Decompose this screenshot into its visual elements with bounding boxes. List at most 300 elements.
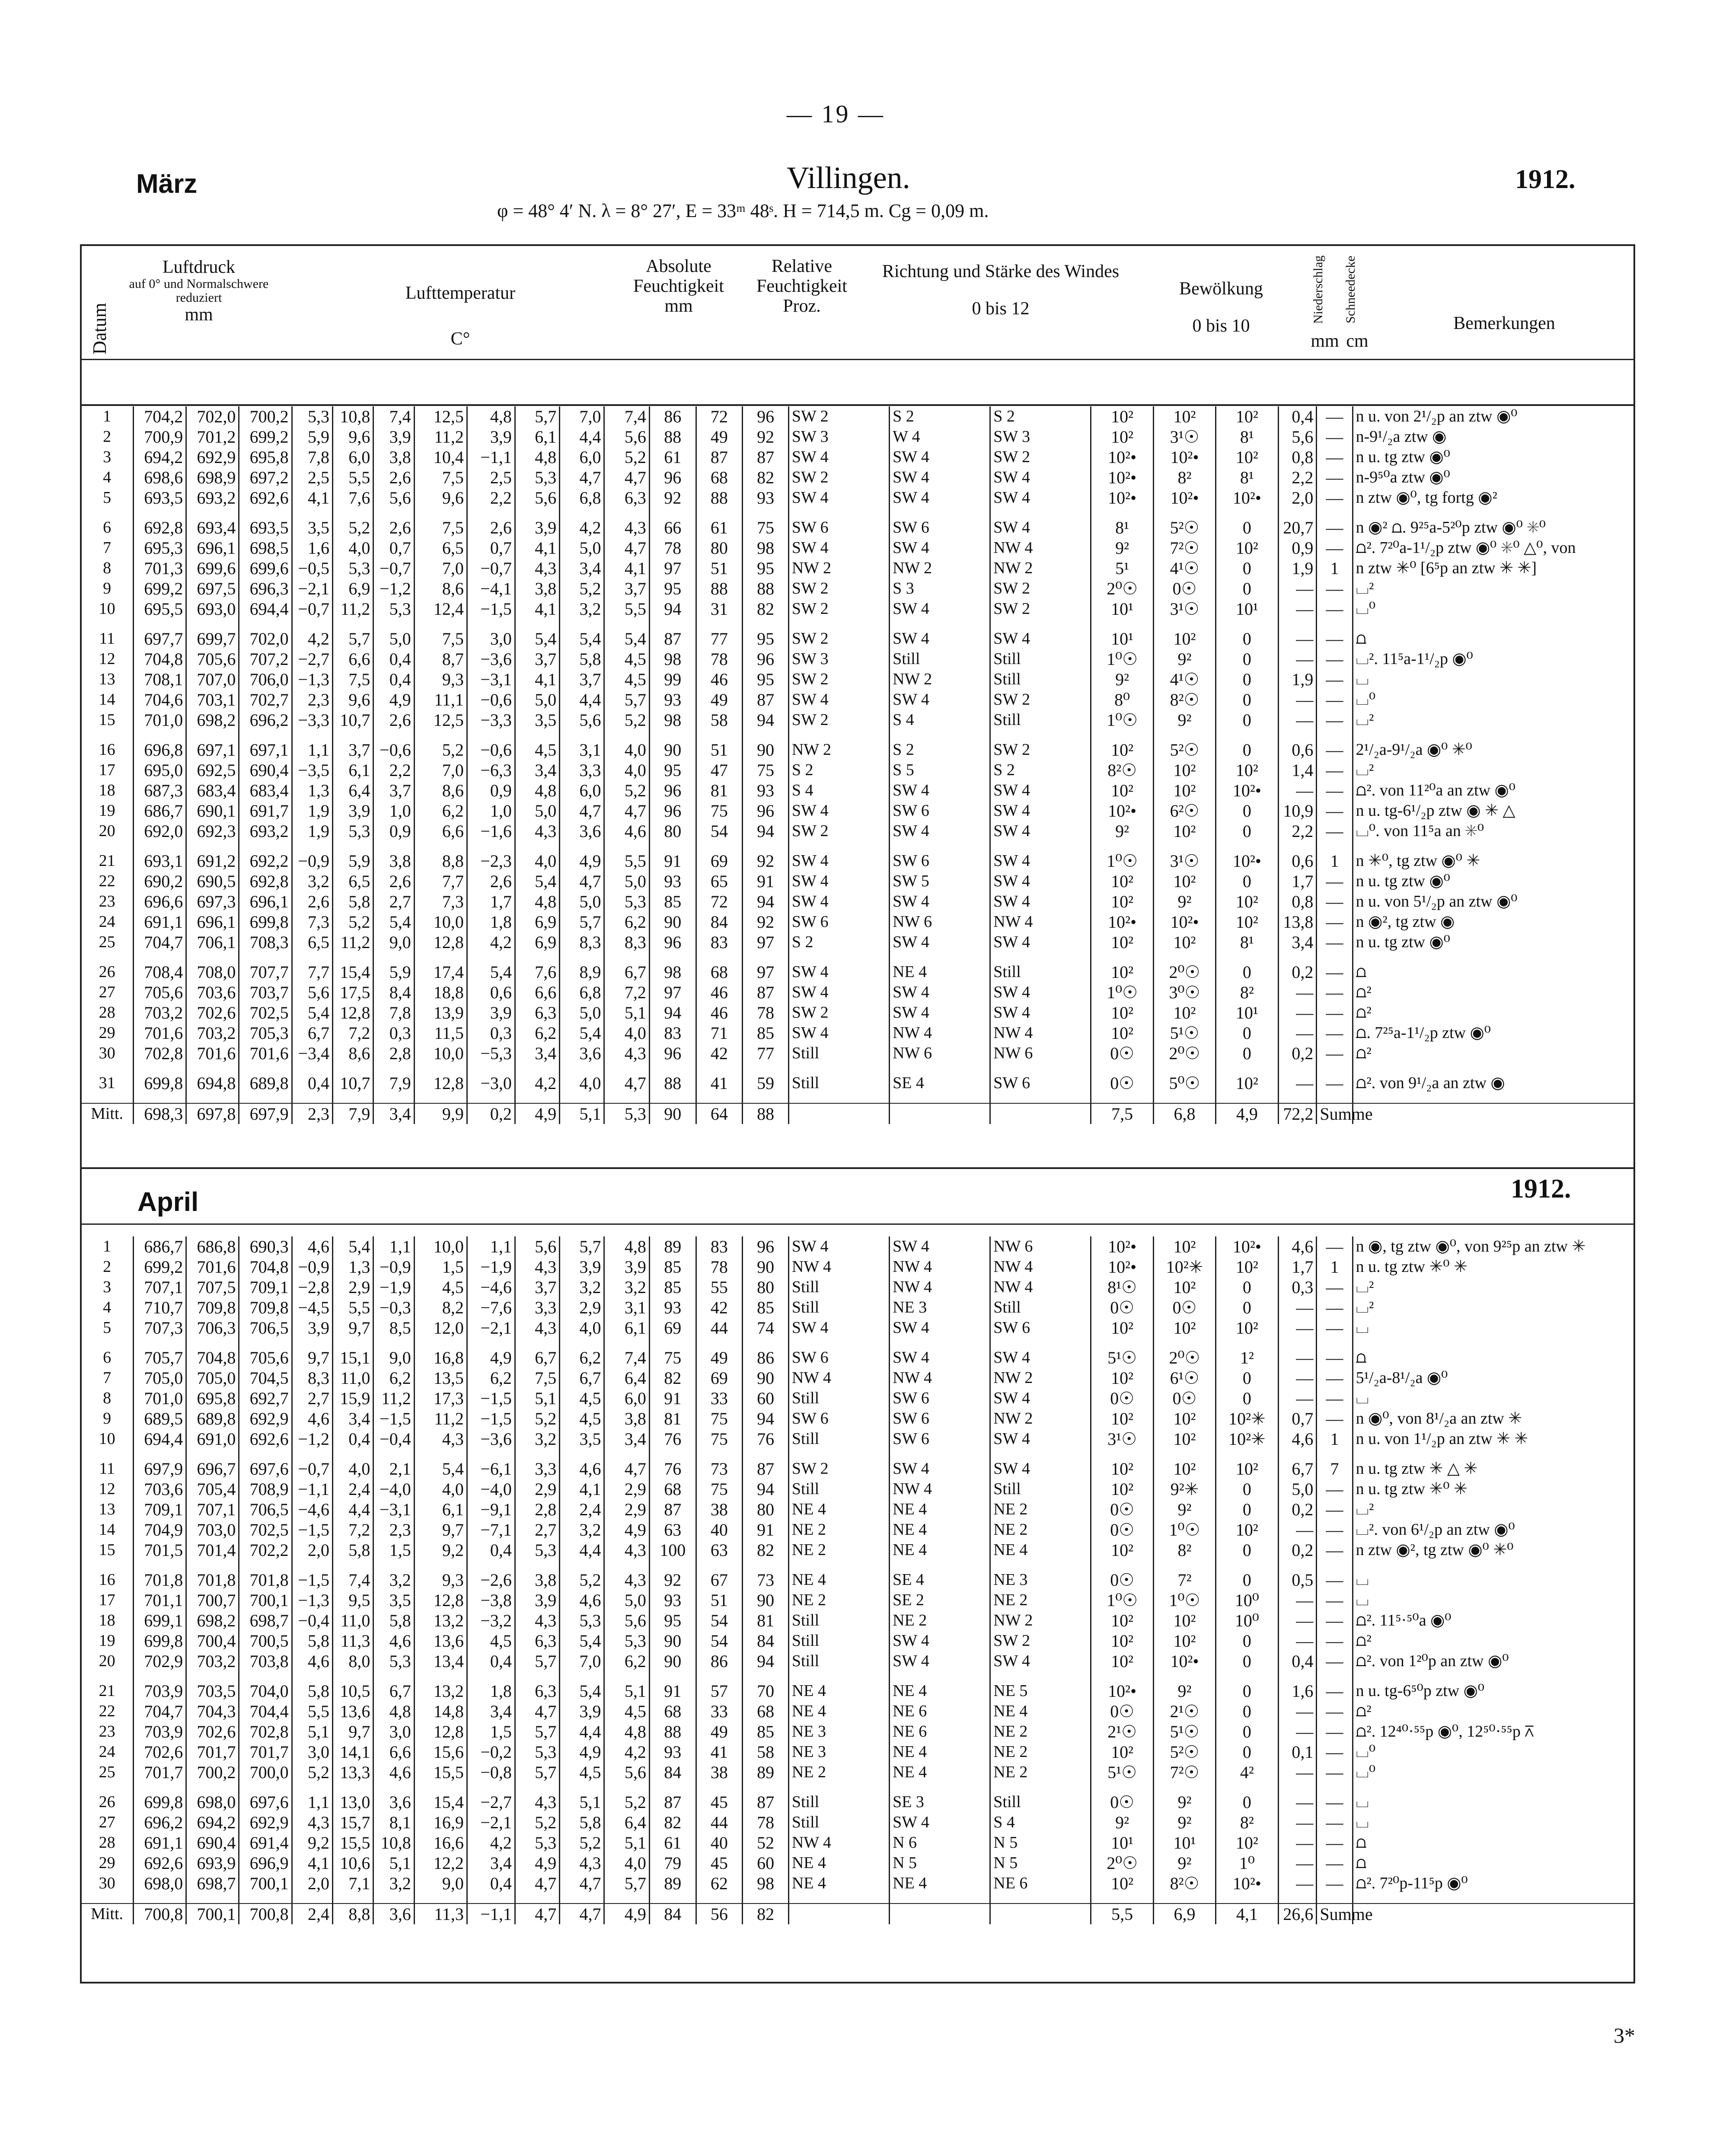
value-cell: 10²• [1216,851,1278,871]
value-cell: 702,2 [239,1540,292,1560]
value-cell: −0,9 [292,851,332,871]
value-cell: 703,2 [186,1023,239,1043]
value-cell: 0☉ [1091,1499,1153,1520]
value-cell: SW 4 [990,801,1091,821]
value-cell: 10²✳ [1153,1257,1215,1277]
value-cell: 4,2 [467,932,515,952]
value-cell: 705,6 [134,982,186,1003]
table-row [81,1540,1634,1560]
value-cell: 4,7 [515,1873,559,1894]
station-coordinates: φ = 48° 4′ N. λ = 8° 27′, E = 33ᵐ 48ˢ. H = 714,5 m. Cg = 0,09 m. [497,200,989,221]
value-cell: −6,3 [467,760,515,780]
table-row [81,1429,1634,1449]
day-cell: 6 [81,1348,134,1368]
value-cell: 692,9 [239,1812,292,1833]
value-cell: 10² [1091,427,1153,447]
value-cell: 10,8 [332,406,373,427]
value-cell: 4,1 [515,669,559,690]
value-cell: 4¹☉ [1153,669,1215,690]
remark-cell: n u. von 2¹/₂p an ztw ◉⁰ [1353,406,1633,427]
value-cell: −0,9 [373,1257,414,1277]
remark-cell: n u. von 1¹/₂p an ztw ✳ ✳ [1353,1429,1633,1449]
table-row [81,1570,1634,1590]
value-cell: 2,3 [292,690,332,710]
value-cell: 97 [649,982,696,1003]
remark-cell: ⩍² [1353,1701,1633,1722]
value-cell: 0 [1216,801,1278,821]
value-cell: 703,9 [134,1681,186,1701]
value-cell: 9² [1091,821,1153,841]
value-cell: 57 [696,1681,743,1701]
value-cell: 73 [696,1459,743,1479]
value-cell: 3⁰☉ [1153,982,1215,1003]
value-cell: 4,0 [332,1459,373,1479]
value-cell: 86 [696,1651,743,1671]
value-cell: 8² [1216,1812,1278,1833]
value-cell: 0☉ [1153,1388,1215,1409]
day-cell: 22 [81,1701,134,1722]
remark-cell: ⩍². 11⁵·⁵⁰a ◉⁰ [1353,1610,1633,1631]
day-cell: 11 [81,1459,134,1479]
value-cell: 0 [1216,1651,1278,1671]
value-cell: 1,1 [292,1792,332,1812]
value-cell: −0,7 [467,558,515,578]
value-cell: 707,0 [186,669,239,690]
remark-cell: ⩍ [1353,1853,1633,1873]
value-cell: 697,1 [186,740,239,760]
value-cell: 691,0 [186,1429,239,1449]
value-cell: 93 [649,1742,696,1762]
value-cell: 5,8 [332,891,373,912]
value-cell: SW 4 [788,1023,889,1043]
mean-cell [990,1103,1091,1124]
value-cell: 4,6 [1278,1429,1317,1449]
value-cell: 75 [743,517,789,538]
value-cell: 96 [743,649,789,669]
value-cell: 12,5 [414,406,467,427]
value-cell: 1⁰ [1216,1853,1278,1873]
value-cell: 61 [696,517,743,538]
value-cell: 2⁰☉ [1091,1853,1153,1873]
value-cell: 0 [1216,1570,1278,1590]
value-cell: 0 [1216,1722,1278,1742]
value-cell: 699,2 [134,1257,186,1277]
value-cell: SW 2 [788,669,889,690]
value-cell: 10² [1216,447,1278,467]
value-cell: 8,3 [560,932,604,952]
value-cell: — [1278,1368,1317,1388]
value-cell: 697,3 [186,891,239,912]
day-cell: 30 [81,1873,134,1894]
value-cell: SE 4 [890,1570,990,1590]
value-cell: 85 [743,1023,789,1043]
value-cell: NE 2 [990,1762,1091,1782]
value-cell: — [1317,447,1353,467]
value-cell: 5,0 [604,1590,649,1610]
value-cell: 7,0 [560,1651,604,1671]
value-cell: 5,1 [604,1833,649,1853]
value-cell: 69 [696,1368,743,1388]
value-cell: 689,8 [186,1409,239,1429]
value-cell: 2,6 [373,517,414,538]
value-cell: −1,5 [467,1409,515,1429]
value-cell: 75 [696,1479,743,1499]
value-cell: 4,9 [604,1520,649,1540]
value-cell: 5,4 [515,629,559,649]
value-cell: SW 4 [788,1318,889,1338]
value-cell: 693,1 [134,851,186,871]
value-cell: — [1317,1409,1353,1429]
value-cell: 15,9 [332,1388,373,1409]
value-cell: 4,5 [467,1631,515,1651]
day-cell: 23 [81,891,134,912]
table-row [81,871,1634,891]
value-cell: Still [788,1479,889,1499]
value-cell: 0 [1216,1388,1278,1409]
value-cell: 0,4 [1278,1651,1317,1671]
value-cell: 4,0 [560,1318,604,1338]
value-cell: 3,8 [515,1570,559,1590]
value-cell: 10,4 [414,447,467,467]
value-cell: 690,5 [186,871,239,891]
value-cell: SW 4 [890,467,990,488]
value-cell: SW 6 [990,1073,1091,1093]
value-cell: 709,1 [239,1277,292,1297]
value-cell: 0 [1216,1681,1278,1701]
value-cell: 693,5 [134,488,186,508]
value-cell: 89 [649,1236,696,1257]
value-cell: 707,7 [239,962,292,982]
value-cell: SW 4 [990,821,1091,841]
value-cell: 96 [649,801,696,821]
value-cell: 8¹ [1216,427,1278,447]
value-cell: — [1317,1762,1353,1782]
value-cell: 9,7 [332,1722,373,1742]
value-cell: 96 [649,1043,696,1064]
value-cell: SW 2 [990,1631,1091,1651]
value-cell: 12,8 [414,1590,467,1610]
value-cell: 5,1 [604,1681,649,1701]
value-cell: 9² [1153,1792,1215,1812]
value-cell: 699,8 [239,912,292,932]
value-cell: 31 [696,599,743,619]
value-cell: — [1317,427,1353,447]
value-cell: NE 4 [788,1701,889,1722]
value-cell: 82 [743,1540,789,1560]
value-cell: 709,8 [186,1297,239,1318]
mean-cell: 698,3 [134,1103,186,1124]
mean-cell: 8,8 [332,1904,373,1924]
value-cell: SW 4 [890,599,990,619]
value-cell: 2,6 [373,467,414,488]
value-cell: 3,0 [292,1742,332,1762]
value-cell: 93 [743,780,789,801]
value-cell: 3,5 [515,710,559,730]
value-cell: 93 [649,1590,696,1610]
value-cell: 3,9 [373,427,414,447]
value-cell: −7,1 [467,1520,515,1540]
value-cell: 16,9 [414,1812,467,1833]
value-cell: NW 4 [788,1833,889,1853]
value-cell: 692,0 [134,821,186,841]
value-cell: 708,4 [134,962,186,982]
value-cell: 704,0 [239,1681,292,1701]
day-cell: 15 [81,1540,134,1560]
value-cell: — [1317,669,1353,690]
day-cell: 1 [81,406,134,427]
value-cell: 5,0 [560,1003,604,1023]
mean-cell: 697,9 [239,1103,292,1124]
value-cell: — [1317,932,1353,952]
value-cell: 3,9 [515,517,559,538]
value-cell: — [1278,710,1317,730]
table-row [81,1681,1634,1701]
value-cell: 2,9 [515,1479,559,1499]
value-cell: −1,5 [467,599,515,619]
value-cell: 7 [1317,1459,1353,1479]
value-cell: 3,9 [332,801,373,821]
value-cell: 707,5 [186,1277,239,1297]
value-cell: 7,3 [414,891,467,912]
header-relative-feuchtigkeit: Relative Feuchtigkeit Proz. [756,256,847,316]
value-cell: 703,6 [134,1479,186,1499]
value-cell: 2,2 [373,760,414,780]
value-cell: 4² [1216,1762,1278,1782]
value-cell: 4,7 [604,467,649,488]
value-cell: 3,2 [604,1277,649,1297]
value-cell: SW 4 [990,629,1091,649]
day-cell: 2 [81,427,134,447]
value-cell: 7,0 [560,406,604,427]
value-cell: 61 [649,1833,696,1853]
value-cell: 5,8 [332,1540,373,1560]
value-cell: 5,1 [373,1853,414,1873]
value-cell: 33 [696,1701,743,1722]
value-cell: 1⁰☉ [1091,982,1153,1003]
value-cell: 10² [1153,932,1215,952]
value-cell: 703,8 [239,1651,292,1671]
value-cell: 85 [649,1257,696,1277]
value-cell: — [1317,1368,1353,1388]
value-cell: 683,4 [239,780,292,801]
mean-row [81,1904,1634,1924]
value-cell: — [1317,1003,1353,1023]
value-cell: 3,0 [467,629,515,649]
value-cell: −9,1 [467,1499,515,1520]
april-header-divider [80,1223,1633,1225]
value-cell: 5,6 [604,1762,649,1782]
value-cell: 51 [696,1590,743,1610]
april-table [80,1236,1633,1924]
value-cell: 88 [743,578,789,599]
value-cell: 4,6 [292,1236,332,1257]
day-cell: 28 [81,1833,134,1853]
table-row [81,821,1634,841]
value-cell: NW 4 [990,1257,1091,1277]
value-cell: 2¹☉ [1153,1701,1215,1722]
value-cell: 701,6 [186,1257,239,1277]
value-cell: −1,1 [467,447,515,467]
value-cell: 78 [649,538,696,558]
value-cell: 5,7 [604,690,649,710]
value-cell: Still [788,1812,889,1833]
value-cell: 95 [743,558,789,578]
value-cell: SW 4 [990,891,1091,912]
value-cell: 705,0 [134,1368,186,1388]
day-cell: 3 [81,447,134,467]
value-cell: 5,6 [515,488,559,508]
value-cell: 98 [743,538,789,558]
value-cell: 4,1 [560,1479,604,1499]
value-cell: 76 [649,1429,696,1449]
value-cell: 6,6 [373,1742,414,1762]
value-cell: 49 [696,1348,743,1368]
value-cell: 5,2 [515,1409,559,1429]
value-cell: — [1317,1297,1353,1318]
value-cell: 3,7 [560,669,604,690]
mean-cell: 4,7 [515,1904,559,1924]
value-cell: 11,2 [332,932,373,952]
value-cell: NW 2 [990,1610,1091,1631]
value-cell: 692,5 [186,760,239,780]
value-cell: 91 [649,1681,696,1701]
value-cell: 10¹ [1153,1833,1215,1853]
value-cell: 90 [649,1651,696,1671]
value-cell: 6,6 [332,649,373,669]
value-cell: 5²☉ [1153,740,1215,760]
header-niederschlag: Niederschlag [1311,255,1325,324]
header-schneedecke-unit: cm [1346,331,1368,351]
value-cell: 704,6 [134,690,186,710]
table-row [81,558,1634,578]
value-cell: — [1278,1853,1317,1873]
value-cell: 10²• [1153,447,1215,467]
value-cell: 5,2 [292,1762,332,1782]
value-cell: 9² [1091,538,1153,558]
value-cell: Still [788,1610,889,1631]
value-cell: SW 6 [788,1409,889,1429]
value-cell: SW 2 [788,578,889,599]
remark-cell: ⌴⁰ [1353,599,1633,619]
value-cell: 1,7 [467,891,515,912]
value-cell: 2,6 [373,710,414,730]
value-cell: 51 [696,558,743,578]
value-cell: SE 4 [890,1073,990,1093]
value-cell: 4¹☉ [1153,558,1215,578]
value-cell: 2,6 [467,871,515,891]
value-cell: 0 [1216,558,1278,578]
value-cell: NE 2 [990,1499,1091,1520]
value-cell: −2,7 [467,1792,515,1812]
value-cell: SW 4 [890,1003,990,1023]
value-cell: 7,4 [373,406,414,427]
value-cell: −0,7 [292,599,332,619]
value-cell: Still [890,649,990,669]
value-cell: 15,4 [414,1792,467,1812]
value-cell: 5,8 [560,1812,604,1833]
value-cell: −4,1 [467,578,515,599]
value-cell: 5,6 [515,1236,559,1257]
value-cell: SW 4 [788,447,889,467]
value-cell: −1,6 [467,821,515,841]
value-cell: 4,2 [560,517,604,538]
value-cell: 1⁰☉ [1091,851,1153,871]
value-cell: 2,3 [373,1520,414,1540]
value-cell: SW 4 [990,851,1091,871]
value-cell: 0,4 [373,649,414,669]
value-cell: NE 4 [890,1520,990,1540]
remark-cell: ⩍ [1353,962,1633,982]
value-cell: Still [788,1388,889,1409]
value-cell: SW 4 [788,982,889,1003]
value-cell: — [1317,740,1353,760]
value-cell: 3,8 [373,447,414,467]
value-cell: 3,8 [373,851,414,871]
day-cell: 19 [81,801,134,821]
value-cell: 58 [696,710,743,730]
remark-cell: ⌴² [1353,760,1633,780]
value-cell: SW 4 [890,629,990,649]
value-cell: 7,4 [332,1570,373,1590]
value-cell: 81 [743,1610,789,1631]
value-cell: 708,0 [186,962,239,982]
value-cell: 1,5 [414,1257,467,1277]
table-row [81,447,1634,467]
value-cell: 10² [1153,629,1215,649]
value-cell: 0☉ [1091,1792,1153,1812]
value-cell: 80 [649,821,696,841]
value-cell: NE 6 [890,1701,990,1722]
value-cell: SW 4 [990,932,1091,952]
value-cell: 4,4 [560,1540,604,1560]
value-cell: 5,7 [515,1722,559,1742]
value-cell: 87 [743,447,789,467]
value-cell: −0,9 [292,1257,332,1277]
value-cell: 707,3 [134,1318,186,1338]
value-cell: 47 [696,760,743,780]
page-number: — 19 — [787,100,885,128]
value-cell: 9,7 [292,1348,332,1368]
value-cell: NW 2 [788,740,889,760]
value-cell: — [1278,1873,1317,1894]
value-cell: 5,4 [332,1236,373,1257]
value-cell: 690,1 [186,801,239,821]
value-cell: 701,4 [186,1540,239,1560]
value-cell: 3,4 [332,1409,373,1429]
day-cell: 18 [81,780,134,801]
value-cell: 5,5 [332,467,373,488]
value-cell: 2,7 [515,1520,559,1540]
value-cell: 5,6 [560,710,604,730]
value-cell: 0 [1216,517,1278,538]
value-cell: 13,5 [414,1368,467,1388]
value-cell: 3,5 [292,517,332,538]
value-cell: −2,1 [467,1318,515,1338]
value-cell: 11,2 [414,427,467,447]
value-cell: 15,6 [414,1742,467,1762]
value-cell: NW 2 [890,669,990,690]
value-cell: 8,5 [373,1318,414,1338]
value-cell: 5,4 [515,871,559,891]
value-cell: 5,0 [1278,1479,1317,1499]
value-cell: 13,4 [414,1651,467,1671]
table-row [81,1073,1634,1093]
value-cell: 83 [696,1236,743,1257]
value-cell: 90 [649,912,696,932]
value-cell: 3,9 [604,1257,649,1277]
day-cell: 25 [81,932,134,952]
value-cell: SW 6 [890,851,990,871]
